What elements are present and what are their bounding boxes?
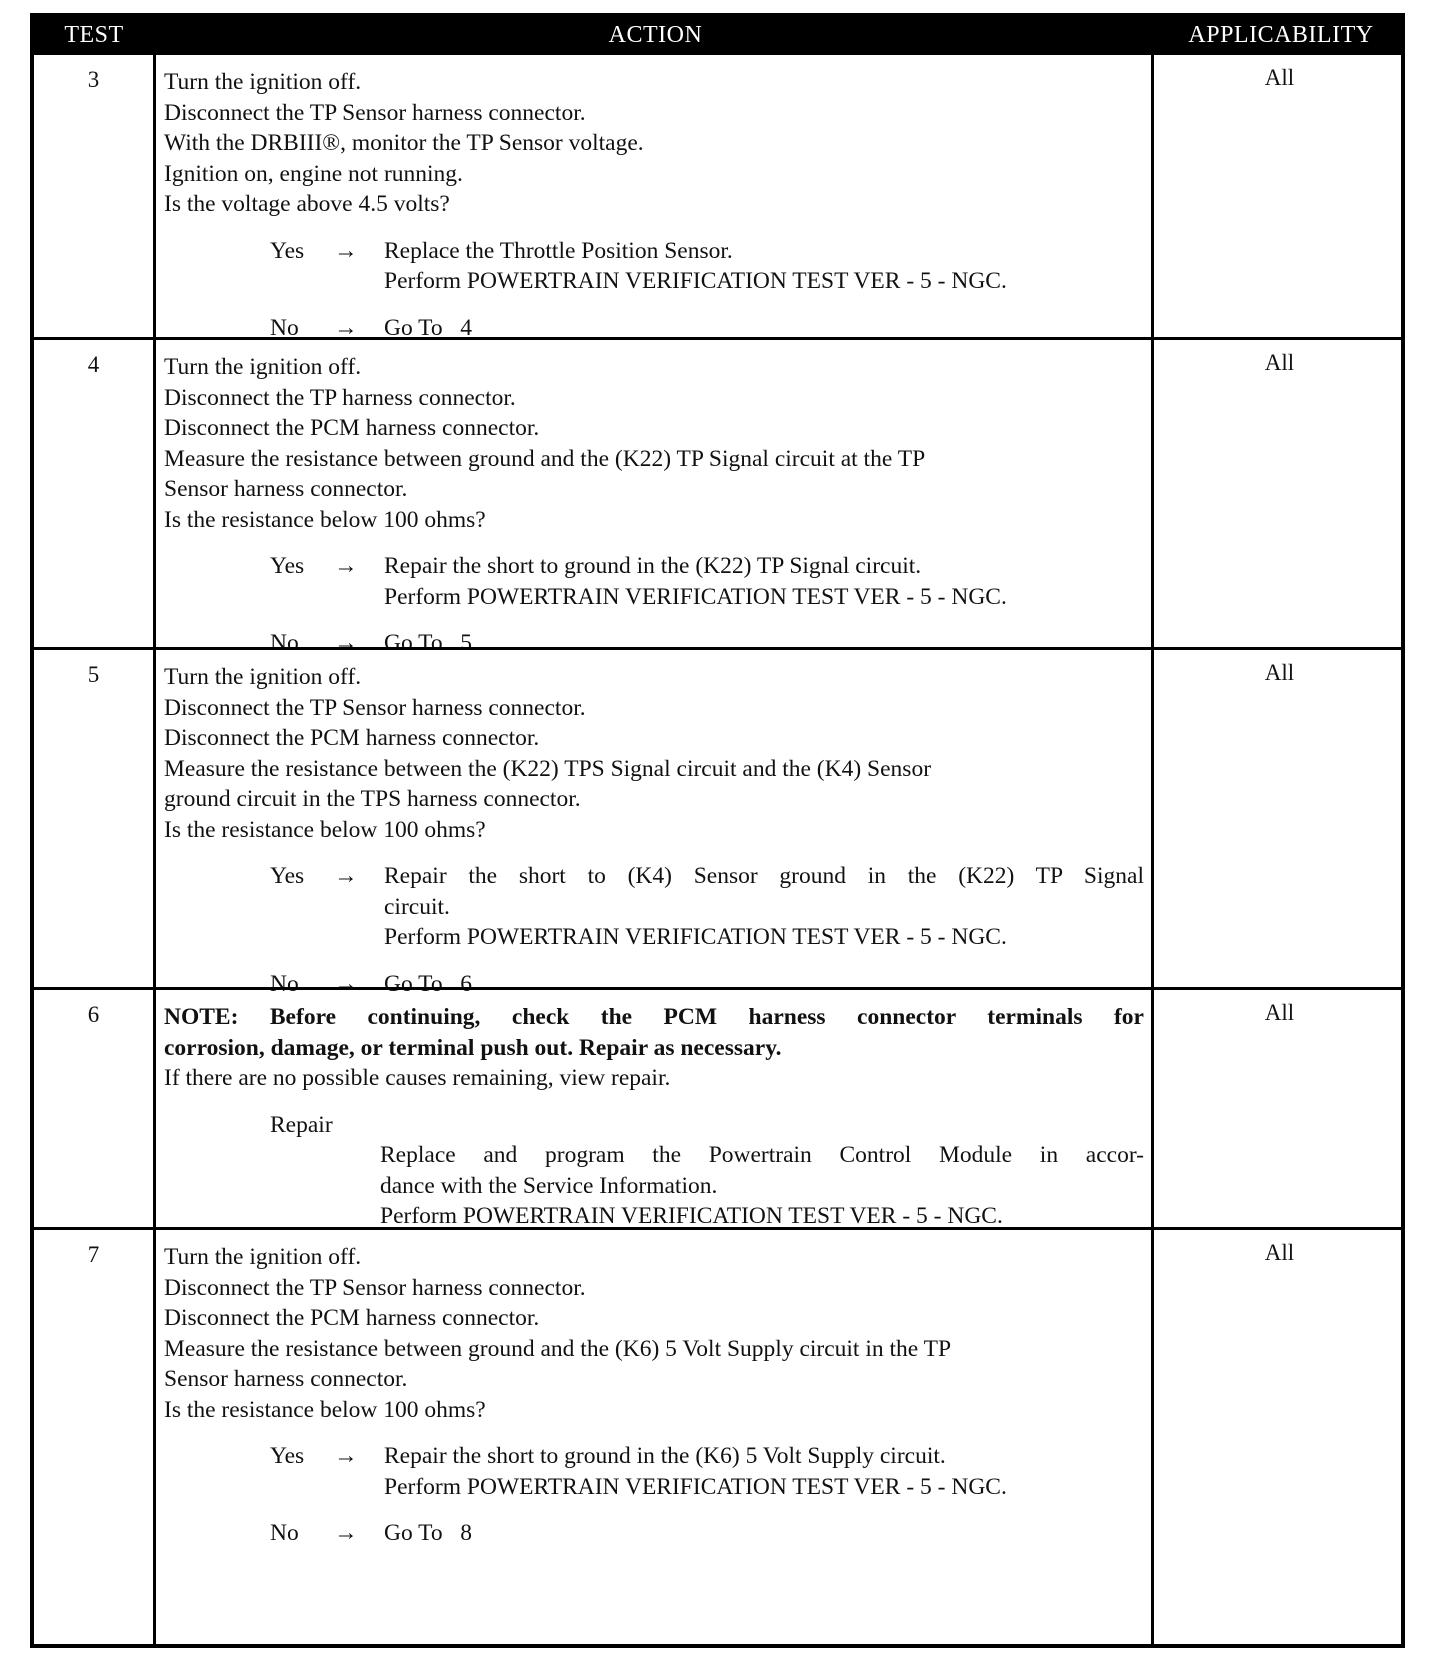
- yes-result: Repair the short to ground in the (K22) TP Signal circuit.: [384, 553, 922, 579]
- no-label: No: [270, 314, 299, 341]
- action-step: Turn the ignition off.: [164, 664, 362, 690]
- arrow-icon: →: [334, 970, 358, 997]
- test-number: 4: [87, 352, 100, 377]
- action-step: Sensor harness connector.: [164, 476, 408, 502]
- action-step: Disconnect the PCM harness connector.: [164, 415, 540, 441]
- note-text: NOTE: Before continuing, check the PCM harness connector terminals for: [164, 1004, 1144, 1030]
- yes-answer: [164, 236, 1144, 267]
- applicability: All: [1264, 1240, 1295, 1265]
- yes-label: Yes: [270, 237, 305, 264]
- yes-result: Repair the short to (K4) Sensor ground in the (K22) TP Signal: [384, 863, 1144, 889]
- arrow-icon: →: [334, 553, 358, 579]
- no-label: No: [270, 630, 299, 656]
- action-step: Is the voltage above 4.5 volts?: [164, 191, 450, 217]
- note-text: corrosion, damage, or terminal push out. Repair as necessary.: [164, 1034, 782, 1061]
- no-label: No: [270, 1520, 299, 1546]
- arrow-icon: →: [334, 863, 358, 889]
- action-step: Disconnect the PCM harness connector.: [164, 1305, 540, 1331]
- applicability: All: [1264, 65, 1295, 90]
- action-step: Ignition on, engine not running.: [164, 160, 463, 187]
- table-row-test-6: [34, 987, 1401, 1230]
- action-step: ground circuit in the TPS harness connector.: [164, 786, 581, 812]
- yes-label: Yes: [270, 1443, 305, 1469]
- repair-label: Repair: [270, 1111, 333, 1138]
- repair-instructions: [164, 1140, 1144, 1232]
- action-cell: [164, 1242, 1144, 1549]
- yes-answer: [164, 551, 1144, 582]
- action-step: Disconnect the TP Sensor harness connector.: [164, 1274, 586, 1301]
- action-step: Sensor harness connector.: [164, 1366, 408, 1392]
- yes-answer: [164, 861, 1144, 892]
- action-cell: [164, 662, 1144, 999]
- action-cell: [164, 67, 1144, 343]
- action-step: Is the resistance below 100 ohms?: [164, 506, 486, 533]
- yes-result: Perform POWERTRAIN VERIFICATION TEST VER - 5 - NGC.: [384, 1473, 1007, 1500]
- action-step: Is the resistance below 100 ohms?: [164, 1396, 486, 1423]
- yes-label: Yes: [270, 553, 305, 579]
- test-number: 5: [87, 662, 100, 687]
- action-cell: [164, 1002, 1144, 1232]
- no-label: No: [270, 970, 299, 997]
- header-action: ACTION: [608, 22, 703, 48]
- action-step: Disconnect the PCM harness connector.: [164, 725, 540, 751]
- yes-result: Repair the short to ground in the (K6) 5 Volt Supply circuit.: [384, 1443, 946, 1469]
- action-step: Measure the resistance between ground and the (K22) TP Signal circuit at the TP: [164, 445, 926, 472]
- yes-result: Perform POWERTRAIN VERIFICATION TEST VER - 5 - NGC.: [384, 924, 1007, 950]
- action-step: Is the resistance below 100 ohms?: [164, 816, 486, 843]
- arrow-icon: →: [334, 1520, 358, 1546]
- arrow-icon: →: [334, 630, 358, 656]
- arrow-icon: →: [334, 1443, 358, 1469]
- repair-line: Perform POWERTRAIN VERIFICATION TEST VER - 5 - NGC.: [380, 1203, 1003, 1229]
- action-step: Measure the resistance between the (K22) TPS Signal circuit and the (K4) Sensor: [164, 755, 932, 782]
- table-row-test-4: [34, 337, 1401, 656]
- action-step: With the DRBIII®, monitor the TP Sensor voltage.: [164, 130, 644, 156]
- yes-result: circuit.: [384, 893, 450, 920]
- table-row-test-5: [34, 647, 1401, 997]
- action-cell: [164, 352, 1144, 659]
- no-result: Go To 6: [384, 970, 473, 997]
- header-applicability: APPLICABILITY: [1188, 22, 1374, 48]
- repair-line: dance with the Service Information.: [380, 1172, 718, 1199]
- test-number: 7: [87, 1242, 100, 1267]
- yes-label: Yes: [270, 863, 305, 889]
- action-step: Disconnect the TP harness connector.: [164, 384, 516, 411]
- arrow-icon: →: [334, 314, 358, 341]
- action-step: Disconnect the TP Sensor harness connector.: [164, 694, 586, 721]
- test-number: 6: [87, 1002, 100, 1027]
- yes-answer: [164, 1441, 1144, 1472]
- action-step: Turn the ignition off.: [164, 1244, 362, 1270]
- applicability: All: [1264, 1000, 1295, 1025]
- applicability: All: [1264, 660, 1295, 685]
- yes-result: Perform POWERTRAIN VERIFICATION TEST VER - 5 - NGC.: [384, 583, 1007, 610]
- table-row-test-3: [34, 55, 1401, 341]
- header-test: TEST: [64, 22, 124, 48]
- no-result: Go To 8: [384, 1520, 473, 1546]
- yes-result: Perform POWERTRAIN VERIFICATION TEST VER - 5 - NGC.: [384, 268, 1007, 294]
- repair-line: Replace and program the Powertrain Control Module in accor-: [380, 1142, 1144, 1168]
- no-result: Go To 5: [384, 630, 473, 656]
- action-step: Measure the resistance between ground and the (K6) 5 Volt Supply circuit in the TP: [164, 1335, 952, 1362]
- yes-result: Replace the Throttle Position Sensor.: [384, 237, 733, 264]
- arrow-icon: →: [334, 237, 358, 264]
- table-row-test-7: [34, 1227, 1401, 1647]
- action-step: If there are no possible causes remaining, view repair.: [164, 1065, 671, 1091]
- no-answer: [164, 1518, 1144, 1549]
- test-number: 3: [87, 67, 100, 92]
- applicability: All: [1264, 350, 1295, 375]
- table-header: [34, 17, 1401, 55]
- diagnostic-test-table: [30, 13, 1405, 1648]
- no-result: Go To 4: [384, 314, 473, 341]
- action-step: Turn the ignition off.: [164, 354, 362, 380]
- action-step: Turn the ignition off.: [164, 69, 362, 95]
- action-step: Disconnect the TP Sensor harness connector.: [164, 99, 586, 126]
